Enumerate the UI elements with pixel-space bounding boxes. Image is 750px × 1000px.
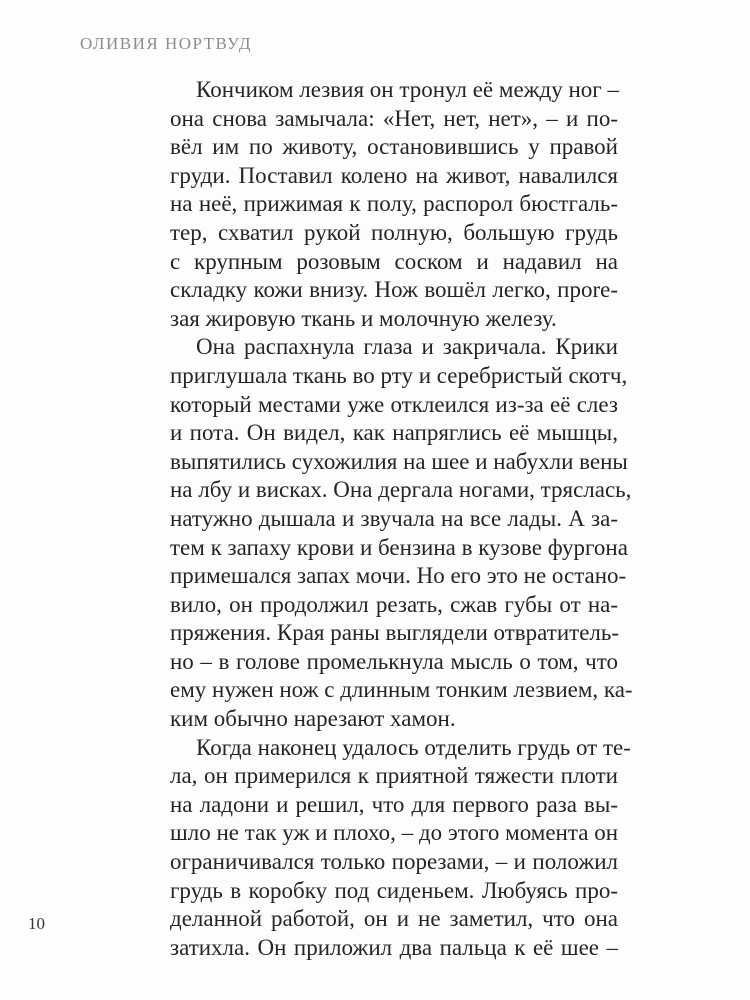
text-line: натужно дышала и звучала на все лады. А за- — [170, 505, 618, 531]
text-line: который местами уже отклеился из-за её слез — [170, 391, 618, 417]
text-line: с крупным розовым соском и надавил на — [170, 248, 618, 274]
text-line: выпятились сухожилия на шее и набухли вены — [170, 448, 628, 474]
page-number: 10 — [28, 914, 45, 933]
text-line: примешался запах мочи. Но его это не остано- — [170, 563, 627, 589]
text-line: груди. Поставил колено на живот, навалился — [170, 162, 618, 188]
text-line: тем к запаху крови и бензина в кузове фургона — [170, 534, 628, 560]
text-line: ла, он примерился к приятной тяжести плоти — [170, 763, 618, 789]
text-line: она снова замычала: «Нет, нет, нет», – и по- — [170, 105, 618, 131]
text-line: и пота. Он видел, как напряглись её мышцы, — [170, 420, 618, 446]
text-line: пряжения. Края раны выглядели отвратитель- — [170, 620, 620, 646]
text-line: тер, схватил рукой полную, большую грудь — [170, 219, 618, 245]
text-line: вёл им по животу, остановившись у правой — [170, 134, 618, 160]
text-line: вило, он продолжил резать, сжав губы от на- — [170, 591, 618, 617]
body-text — [170, 76, 633, 962]
text-line: приглушала ткань во рту и серебристый скотч, — [170, 362, 628, 388]
text-line: затихла. Он приложил два пальца к её шее – — [170, 934, 618, 960]
text-line: но – в голове промелькнула мысль о том, что — [170, 648, 618, 674]
text-line: ким обычно нарезают хамон. — [170, 706, 456, 732]
text-line: на ладони и решил, что для первого раза вы- — [170, 791, 618, 817]
text-line: деланной работой, он и не заметил, что она — [170, 906, 618, 932]
running-head-author: ОЛИВИЯ НОРТВУД — [80, 34, 252, 53]
text-line: ограничивался только порезами, – и положил — [170, 849, 618, 875]
text-line: зая жировую ткань и молочную железу. — [170, 305, 557, 331]
text-line: Она распахнула глаза и закричала. Крики — [196, 334, 618, 360]
text-line: Когда наконец удалось отделить грудь от те- — [196, 734, 631, 760]
text-line: шло не так уж и плохо, – до этого момента он — [170, 820, 618, 846]
text-line: ему нужен нож с длинным тонким лезвием, ка- — [170, 677, 633, 703]
text-line: складку кожи внизу. Нож вошёл легко, прore- — [170, 277, 618, 303]
text-line: на неё, прижимая к полу, распорол бюстгаль- — [170, 191, 618, 217]
text-line: Кончиком лезвия он тронул её между ног – — [196, 77, 619, 102]
text-line: на лбу и висках. Она дергала ногами, тряслась, — [170, 477, 632, 503]
text-line: грудь в коробку под сиденьем. Любуясь про- — [170, 877, 618, 903]
